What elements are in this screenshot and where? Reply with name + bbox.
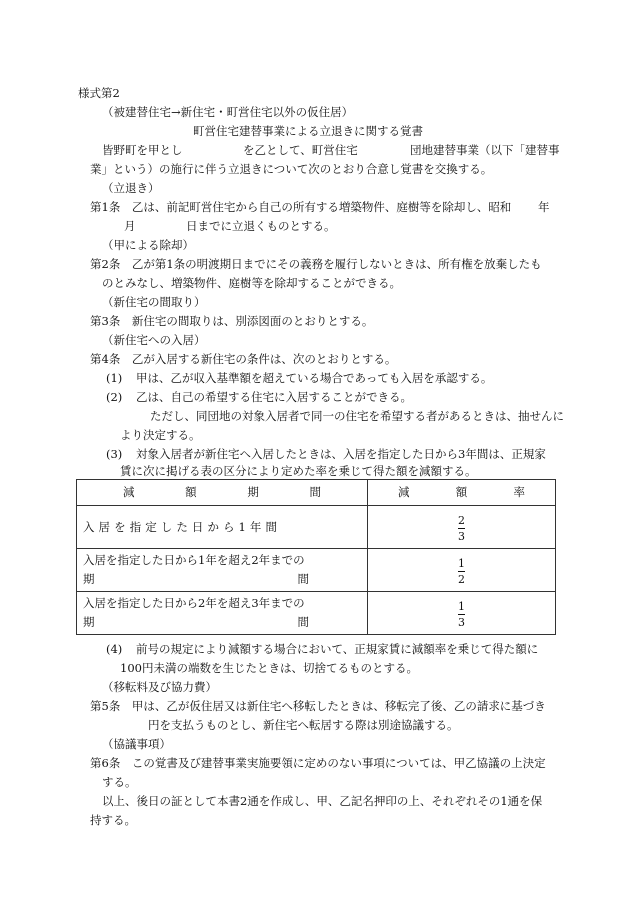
table-header-row <box>77 480 556 506</box>
article-2-heading: （甲による除却） <box>102 238 194 252</box>
article-1-line-1a: 第1条 乙は、前記町営住宅から自己の所有する増築物件、庭樹等を除却し、昭和 <box>90 200 512 214</box>
article-4-item-4-line-1: 前号の規定により減額する場合において、正規家賃に減額率を乗じて得た額に <box>136 642 539 656</box>
article-4-item-4-number: (4) <box>106 642 123 656</box>
article-4-line-1: 第4条 乙が入居する新住宅の条件は、次のとおりとする。 <box>90 352 397 366</box>
article-4-item-1-number: (1) <box>106 371 123 385</box>
article-3-line-1: 第3条 新住宅の間取りは、別添図面のとおりとする。 <box>90 314 374 328</box>
article-3-heading: （新住宅の間取り） <box>102 295 206 309</box>
article-4-heading: （新住宅への入居） <box>102 333 206 347</box>
article-6-line-2: する。 <box>102 775 137 789</box>
article-4-item-4-line-2: 100円未満の端数を生じたときは、切捨てるものとする。 <box>120 661 418 675</box>
rate-denominator: 2 <box>458 573 465 586</box>
rate-fraction <box>458 557 465 586</box>
article-1-line-1b: 年 <box>538 200 550 214</box>
preamble-line-2: 業」という）の施行に伴う立退きについて次のとおり合意し覚書を交換する。 <box>90 162 493 176</box>
header-reduction-rate: 減額率 <box>368 480 556 506</box>
article-4-item-2-proviso-1: ただし、同団地の対象入居者で同一の住宅を希望する者があるときは、抽せんに <box>150 409 564 423</box>
document-title: 町営住宅建替事業による立退きに関する覚書 <box>193 124 423 138</box>
period-cell: 入居を指定した日から1年間 <box>77 506 368 549</box>
article-1-line-2a: 月 <box>124 219 136 233</box>
header-reduction-period: 減額期間 <box>77 480 368 506</box>
preamble-line-1c: 団地建替事業（以下「建替事 <box>410 143 560 157</box>
preamble-line-1b: を乙として、町営住宅 <box>243 143 358 157</box>
article-2-line-1: 第2条 乙が第1条の明渡期日までにその義務を履行しないときは、所有権を放棄したも <box>90 257 542 271</box>
rate-numerator: 1 <box>458 557 465 570</box>
article-1-heading: （立退き） <box>102 181 160 195</box>
table-row <box>77 506 556 549</box>
article-4-item-2: 乙は、自己の希望する住宅に入居することができる。 <box>136 390 412 404</box>
rate-cell <box>368 506 556 549</box>
rate-fraction <box>458 514 465 543</box>
article-4-item-1: 甲は、乙が収入基準額を超えている場合であっても入居を承認する。 <box>136 371 493 385</box>
article-6-heading: （協議事項） <box>102 737 171 751</box>
article-5-line-1: 第5条 甲は、乙が仮住居又は新住宅へ移転したときは、移転完了後、乙の請求に基づき <box>90 699 546 713</box>
form-number: 様式第2 <box>78 86 120 100</box>
rent-reduction-table <box>76 479 556 635</box>
article-4-item-2-proviso-2: より決定する。 <box>120 428 201 442</box>
article-4-item-3-number: (3) <box>106 447 123 461</box>
rate-denominator: 3 <box>458 530 465 543</box>
article-4-item-2-number: (2) <box>106 390 123 404</box>
document-subtitle: （被建替住宅→新住宅・町営住宅以外の仮住居） <box>102 105 354 119</box>
rate-numerator: 2 <box>458 514 465 527</box>
rate-numerator: 1 <box>458 600 465 613</box>
table-row <box>77 592 556 635</box>
rate-cell <box>368 549 556 592</box>
article-4-item-3-line-2: 賃に次に掲げる表の区分により定めた率を乗じて得た額を減額する。 <box>120 464 477 478</box>
closing-line-1: 以上、後日の証として本書2通を作成し、甲、乙記名押印の上、それぞれその1通を保 <box>102 794 543 808</box>
article-6-line-1: 第6条 この覚書及び建替事業実施要領に定めのない事項については、甲乙協議の上決定 <box>90 756 546 770</box>
article-1-line-2b: 日までに立退くものとする。 <box>186 219 336 233</box>
table-row <box>77 549 556 592</box>
article-2-line-2: のとみなし、増築物件、庭樹等を除却することができる。 <box>102 276 401 290</box>
article-5-heading: （移転料及び協力費） <box>102 680 217 694</box>
rate-fraction <box>458 600 465 629</box>
preamble-line-1a: 皆野町を甲とし <box>102 143 183 157</box>
rate-denominator: 3 <box>458 616 465 629</box>
article-5-line-2: 円を支払うものとし、新住宅へ転居する際は別途協議する。 <box>148 718 459 732</box>
rate-cell <box>368 592 556 635</box>
period-cell: 入居を指定した日から1年を超え2年までの期間 <box>77 549 368 592</box>
closing-line-2: 持する。 <box>90 813 136 827</box>
period-cell: 入居を指定した日から2年を超え3年までの期間 <box>77 592 368 635</box>
article-4-item-3-line-1: 対象入居者が新住宅へ入居したときは、入居を指定した日から3年間は、正規家 <box>136 447 546 461</box>
